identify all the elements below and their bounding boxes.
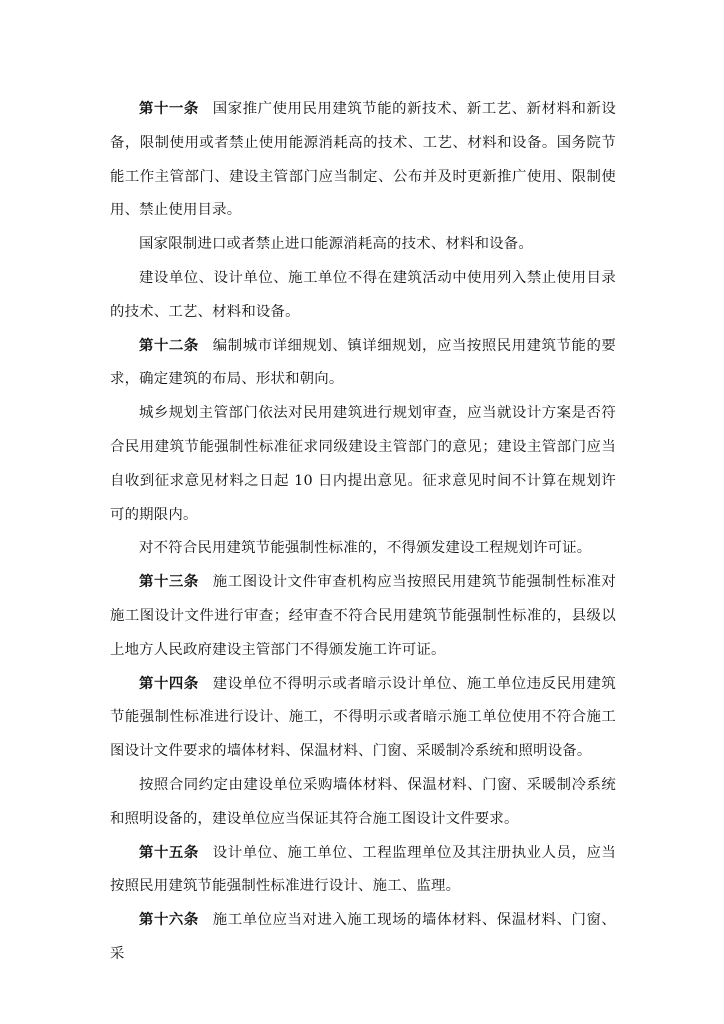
- article-number: 第十五条: [139, 844, 199, 861]
- paragraph-prohibited-use: [110, 262, 616, 330]
- paragraph-article-13: [110, 566, 616, 667]
- paragraph-article-16: [110, 904, 616, 972]
- paragraph-text: 建设单位、设计单位、施工单位不得在建筑活动中使用列入禁止使用目录的技术、工艺、材料和设备。: [110, 269, 616, 320]
- article-number: 第十三条: [139, 574, 199, 591]
- paragraph-contract-procurement: [110, 769, 616, 837]
- paragraph-text: 城乡规划主管部门依法对民用建筑进行规划审查，应当就设计方案是否符合民用建筑节能强制性标准征求同级建设主管部门的意见；建设主管部门应当自收到征求意见材料之日起 10 日内提出意见。征求意见时间不计算在规划许可的期限内。: [110, 405, 616, 523]
- paragraph-article-14: [110, 668, 616, 769]
- article-number: 第十六条: [139, 912, 199, 929]
- paragraph-text: 国家限制进口或者禁止进口能源消耗高的技术、材料和设备。: [139, 236, 533, 253]
- article-number: 第十一条: [139, 101, 199, 117]
- document-page: [110, 93, 616, 972]
- paragraph-text: 施工单位应当对进入施工现场的墙体材料、保温材料、门窗、采: [110, 912, 616, 962]
- paragraph-text: 建设单位不得明示或者暗示设计单位、施工单位违反民用建筑节能强制性标准进行设计、施工，不得明示或者暗示施工单位使用不符合施工图设计文件要求的墙体材料、保温材料、门窗、采暖制冷系统和照明设备。: [110, 675, 616, 760]
- paragraph-article-11: [110, 93, 616, 228]
- paragraph-no-permit: [110, 532, 616, 566]
- paragraph-text: 施工图设计文件审查机构应当按照民用建筑节能强制性标准对施工图设计文件进行审查；经审查不符合民用建筑节能强制性标准的，县级以上地方人民政府建设主管部门不得颁发施工许可证。: [110, 574, 616, 658]
- paragraph-import-restriction: [110, 228, 616, 262]
- paragraph-text: 按照合同约定由建设单位采购墙体材料、保温材料、门窗、采暖制冷系统和照明设备的，建设单位应当保证其符合施工图设计文件要求。: [110, 776, 616, 827]
- article-number: 第十四条: [139, 675, 199, 692]
- paragraph-article-15: [110, 837, 616, 905]
- paragraph-text: 国家推广使用民用建筑节能的新技术、新工艺、新材料和新设备，限制使用或者禁止使用能源消耗高的技术、工艺、材料和设备。国务院节能工作主管部门、建设主管部门应当制定、公布并及时更新推广使用、限制使用、禁止使用目录。: [110, 101, 616, 219]
- paragraph-text: 编制城市详细规划、镇详细规划，应当按照民用建筑节能的要求，确定建筑的布局、形状和朝向。: [110, 337, 616, 388]
- paragraph-article-12: [110, 330, 616, 398]
- paragraph-text: 对不符合民用建筑节能强制性标准的，不得颁发建设工程规划许可证。: [139, 540, 592, 557]
- article-number: 第十二条: [139, 337, 199, 354]
- paragraph-text: 设计单位、施工单位、工程监理单位及其注册执业人员，应当按照民用建筑节能强制性标准进行设计、施工、监理。: [110, 844, 616, 895]
- paragraph-planning-review: [110, 397, 616, 532]
